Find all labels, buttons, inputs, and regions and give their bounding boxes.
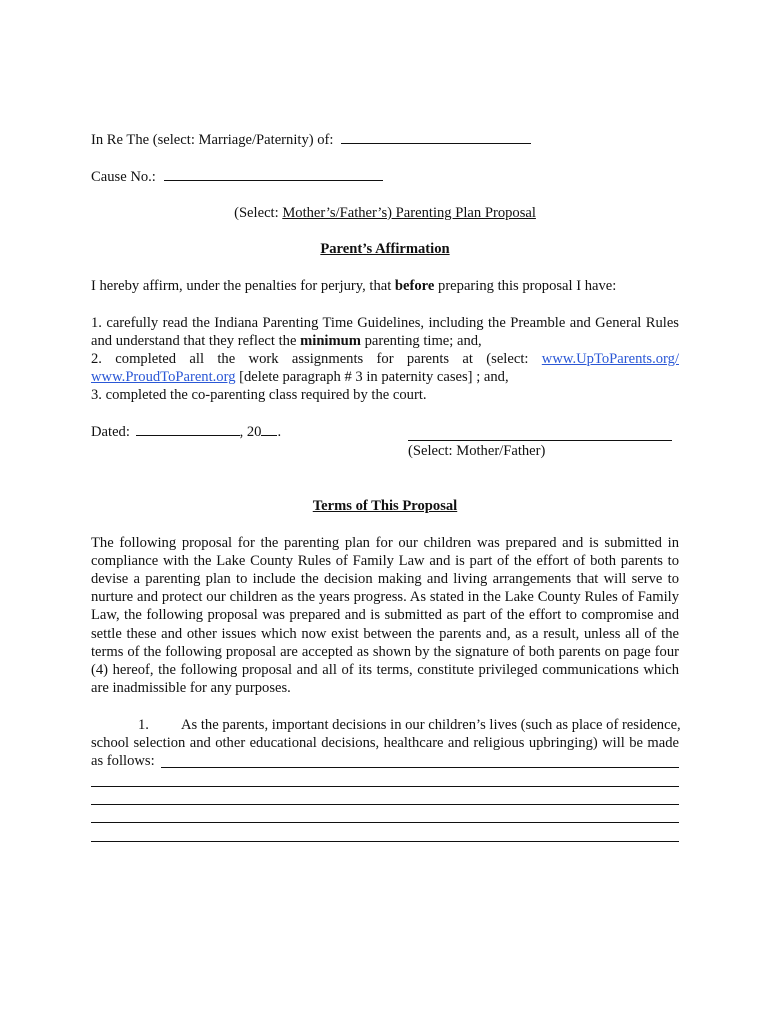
answer-line[interactable] bbox=[91, 804, 679, 805]
signature-label: (Select: Mother/Father) bbox=[408, 443, 546, 459]
terms-line: compliance with the Lake County Rules of Family Law and is part of the effort of both parents to bbox=[91, 553, 679, 569]
item1-line2-b: parenting time; and, bbox=[360, 333, 482, 349]
signature-line[interactable] bbox=[408, 440, 672, 441]
dated-line bbox=[91, 424, 281, 441]
plan-title bbox=[0, 205, 770, 222]
in-re-blank[interactable] bbox=[341, 142, 531, 144]
as-follows-label: as follows: bbox=[91, 753, 155, 769]
terms-line: (4) hereof, the following proposal and all of its terms, constitute privileged communications which bbox=[91, 662, 679, 678]
answer-line[interactable] bbox=[91, 841, 679, 842]
terms-line: settle these and other issues which now exist between the parents and, as a result, unless all of the bbox=[91, 626, 679, 642]
answer-line[interactable] bbox=[161, 767, 679, 768]
affirmation-heading-text: Parent’s Affirmation bbox=[320, 241, 450, 257]
plan-title-underlined: Mother’s/Father’s) Parenting Plan Proposal bbox=[282, 205, 536, 221]
item2-line1 bbox=[91, 351, 679, 368]
terms-line: terms of the following proposal are accepted as shown by the signature of both parents on page four bbox=[91, 644, 679, 660]
item1-line2 bbox=[91, 333, 482, 350]
dated-day-blank[interactable] bbox=[136, 434, 240, 436]
cause-no-line bbox=[91, 169, 383, 186]
dated-year-blank[interactable] bbox=[261, 434, 277, 436]
intro-text-a: I hereby affirm, under the penalties for perjury, that bbox=[91, 278, 395, 294]
terms-line: devise a parenting plan to include the decision making and living arrangements that will serve to bbox=[91, 571, 679, 587]
item2-line2-rest: [delete paragraph # 3 in paternity cases] ; and, bbox=[235, 369, 509, 385]
plan-title-prefix: (Select: bbox=[234, 205, 283, 221]
item1-line2-bold: minimum bbox=[300, 333, 361, 349]
dated-end: . bbox=[277, 424, 282, 440]
terms-line: The following proposal for the parenting plan for our children was prepared and is submitted in bbox=[91, 535, 679, 551]
terms-heading-text: Terms of This Proposal bbox=[312, 498, 458, 514]
affirmation-intro bbox=[91, 278, 616, 295]
decision-item-line1: As the parents, important decisions in our children’s lives (such as place of residence, bbox=[181, 717, 681, 733]
answer-line[interactable] bbox=[91, 822, 679, 823]
terms-heading bbox=[0, 498, 770, 515]
answer-line[interactable] bbox=[91, 786, 679, 787]
item1-line1: 1. carefully read the Indiana Parenting Time Guidelines, including the Preamble and General Rules bbox=[91, 315, 679, 331]
cause-no-blank[interactable] bbox=[164, 179, 383, 181]
dated-label: Dated: bbox=[91, 424, 130, 440]
cause-no-label: Cause No.: bbox=[91, 169, 156, 185]
item2-line2 bbox=[91, 369, 509, 386]
dated-year-prefix: , 20 bbox=[239, 424, 262, 440]
intro-text-b: preparing this proposal I have: bbox=[434, 278, 617, 294]
decision-item-line2: school selection and other educational decisions, healthcare and religious upbringing) will be made bbox=[91, 735, 679, 751]
terms-line: Law, the following proposal was prepared and is submitted as part of the effort to compromise and bbox=[91, 607, 679, 623]
item3-line: 3. completed the co-parenting class required by the court. bbox=[91, 387, 427, 403]
affirmation-heading bbox=[0, 241, 770, 258]
decision-item-line3 bbox=[91, 753, 155, 770]
terms-line: nurture and protect our children as the years progress. As stated in the Lake County Rules of Family bbox=[91, 589, 679, 605]
proudtoparent-link[interactable]: www.ProudToParent.org bbox=[91, 369, 236, 385]
in-re-label: In Re The (select: Marriage/Paternity) of: bbox=[91, 132, 334, 148]
item2-line1-text: 2. completed all the work assignments for parents at (select: bbox=[91, 351, 529, 367]
intro-bold: before bbox=[394, 278, 435, 294]
decision-item-number: 1. bbox=[138, 717, 149, 733]
terms-line-last: are inadmissible for any purposes. bbox=[91, 680, 291, 696]
item1-line2-a: and understand that they reflect the bbox=[91, 333, 301, 349]
uptoparents-link[interactable]: www.UpToParents.org/ bbox=[541, 351, 679, 367]
in-re-line bbox=[91, 132, 531, 149]
